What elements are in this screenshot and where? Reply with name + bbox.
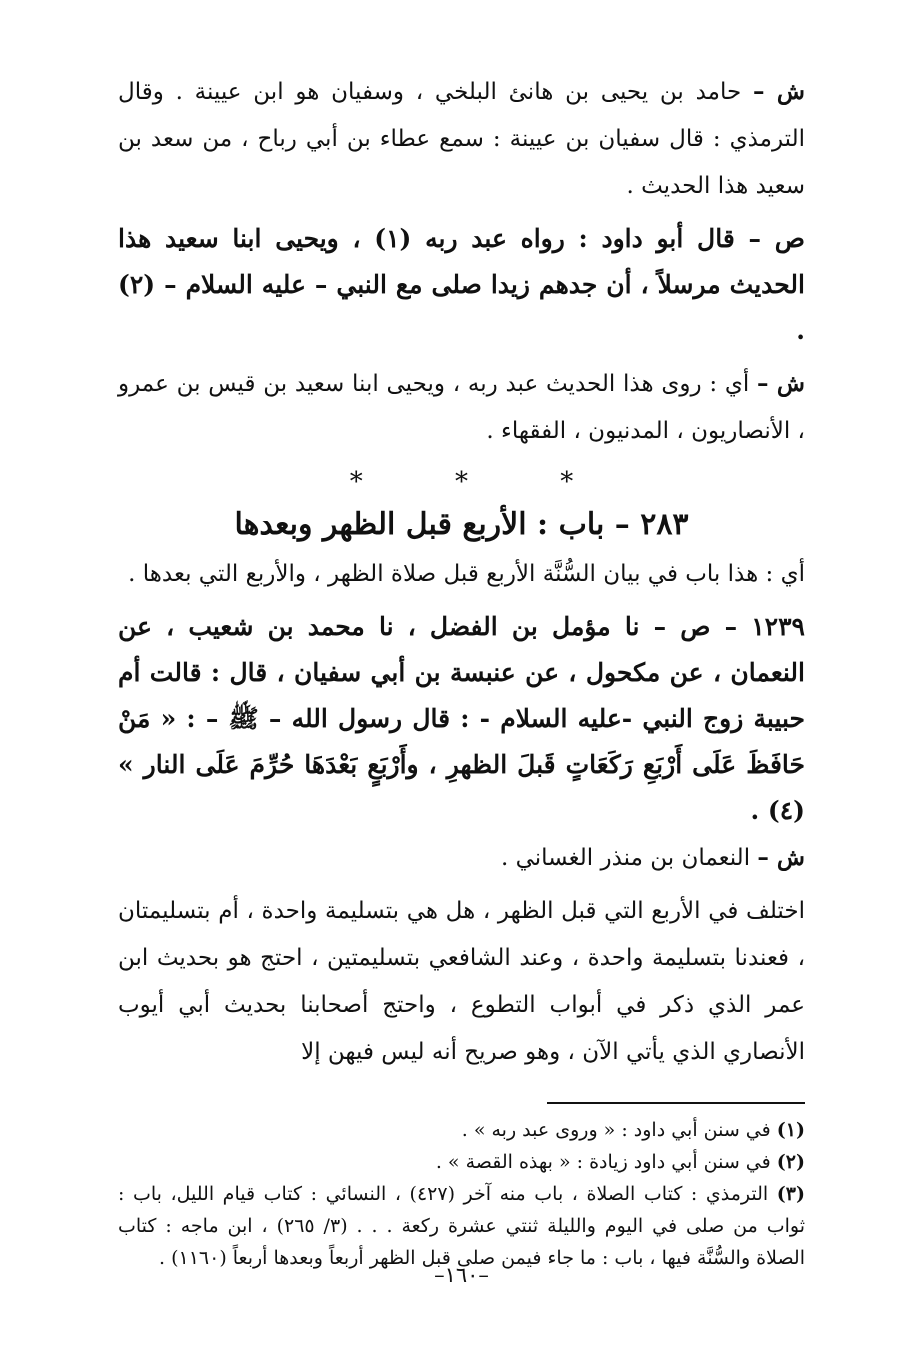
footnote-number: (٢) [776,1151,805,1173]
paragraph-label: ش – [756,370,805,397]
paragraph-label: ش – [757,844,805,871]
footnote-number: (٣) [776,1183,805,1205]
paragraph-text: النعمان بن منذر الغساني . [500,845,751,871]
paragraph-text: أي : روى هذا الحديث عبد ربه ، ويحيى ابنا سعيد بن قيس بن عمرو ، الأنصاريون ، المدنيون ، الفقهاء . [118,371,805,444]
paragraph-text: حامد بن يحيى بن هانئ البلخي ، وسفيان هو ابن عيينة . وقال الترمذي : قال سفيان بن عيينة : سمع عطاء بن أبي رباح ، من سعد بن سعيد هذا الحديث . [118,79,805,199]
footnote-text: في سنن أبي داود زيادة : « بهذه القصة » . [435,1151,771,1173]
footnote-text: في سنن أبي داود : « وروى عبد ربه » . [461,1119,771,1141]
footnote-divider [547,1102,805,1104]
paragraph-text: نا مؤمل بن الفضل ، نا محمد بن شعيب ، عن النعمان ، عن مكحول ، عن عنبسة بن أبي سفيان ، قال : قالت أم حبيبة زوج النبي -عليه السلام - : قال رسول الله – ﷺ – : « مَنْ حَافَظَ عَلَى أَرْبَعِ رَكَعَاتٍ قَبلَ الظهرِ ، وأَرْبَعٍ بَعْدَهَا حُرِّمَ عَلَى النار » (٤) . [118,612,805,825]
footnote-text: الترمذي : كتاب الصلاة ، باب منه آخر (٤٢٧) ، النسائي : كتاب قيام الليل، باب : ثواب من صلى في اليوم والليلة ثنتي عشرة ركعة . . . (٣/ ٢٦٥) ، ابن ماجه : كتاب الصلاة والسُّنَّة فيها ، باب : ما جاء فيمن صلى قبل الظهر أربعاً وبعدها أربعاً (١١٦٠) . [118,1183,806,1269]
paragraph-matn-1 [118,216,805,354]
chapter-heading: ٢٨٣ – باب : الأربع قبل الظهر وبعدها [234,507,689,542]
paragraph-hadith-1239 [118,604,805,834]
footnote-2 [118,1146,805,1178]
page-number: –١٦٠– [434,1263,489,1287]
paragraph-text: قال أبو داود : رواه عبد ربه (١) ، ويحيى ابنا سعيد هذا الحديث مرسلاً ، أن جدهم زيدا صلى مع النبي – عليه السلام – (٢) . [118,224,805,345]
footnote-1 [118,1114,805,1146]
paragraph-discussion [118,888,805,1076]
paragraph-label: ص – [748,224,805,253]
paragraph-chapter-intro [118,551,805,598]
paragraph-sharh-3 [118,834,805,882]
paragraph-text: اختلف في الأربع التي قبل الظهر ، هل هي بتسليمة واحدة ، أم بتسليمتان ، فعندنا بتسليمة واحدة ، وعند الشافعي بتسليمتين ، احتج هو بحديث ابن عمر الذي ذكر في أبواب التطوع ، واحتج أصحابنا بحديث أبي أيوب الأنصاري الذي يأتي الآن ، وهو صريح أنه ليس فيهن إلا [118,898,805,1065]
paragraph-label: ش – [752,78,805,105]
footnote-3 [118,1178,805,1274]
section-separator-stars: * * * [349,467,616,497]
paragraph-text: أي : هذا باب في بيان السُّنَّة الأربع قبل صلاة الظهر ، والأربع التي بعدها . [128,561,805,587]
footnotes [118,1114,805,1274]
footnote-number: (١) [776,1119,805,1141]
paragraph-label: ١٢٣٩ – ص – [653,612,805,641]
paragraph-sharh-2 [118,360,805,455]
paragraph-sharh-1 [118,68,805,210]
